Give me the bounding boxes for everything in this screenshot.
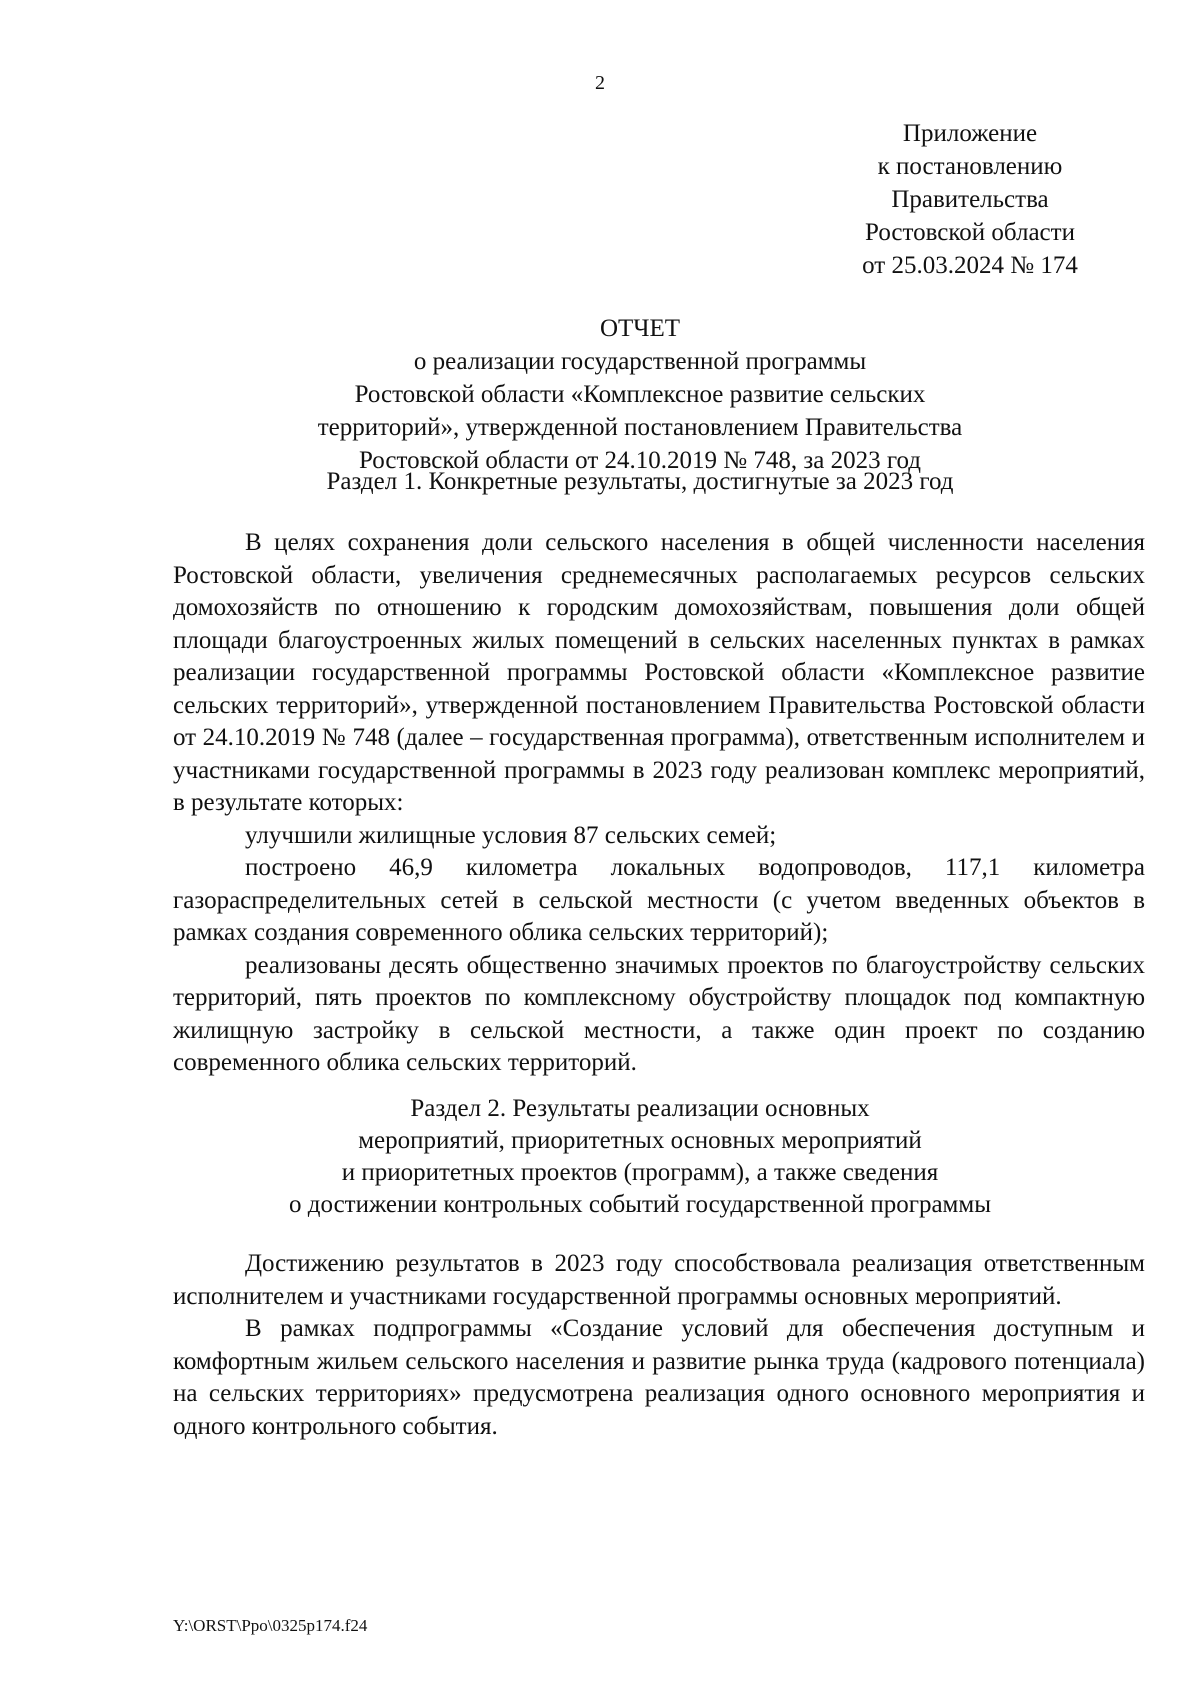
section-2-heading-line: и приоритетных проектов (программ), а также сведения <box>341 1159 939 1186</box>
report-heading: ОТЧЕТ <box>599 315 681 342</box>
annex-line: к постановлению <box>877 153 1063 180</box>
section-1-body <box>173 527 1145 1080</box>
annex-line: Ростовской области <box>865 219 1075 246</box>
paragraph: В целях сохранения доли сельского населения в общей численности населения Ростовской области, увеличения среднемесячных располагаемых ресурсов сельских домохозяйств по отношению к городским домохозяйствам, повышения доли общей площади благоустроенных жилых помещений в сельских населенных пунктах в рамках реализации государственной программы Ростовской области «Комплексное развитие сельских территорий», утвержденной постановлением Правительства Ростовской области от 24.10.2019 № 748 (далее – государственная программа), ответственным исполнителем и участниками государственной программы в 2023 году реализован комплекс мероприятий, в результате которых: <box>173 529 1145 816</box>
paragraph: В рамках подпрограммы «Создание условий для обеспечения доступным и комфортным жильем сельского населения и развитие рынка труда (кадрового потенциала) на сельских территориях» предусмотрена реализация одного основного мероприятия и одного контрольного события. <box>173 1315 1145 1440</box>
report-title-line: территорий», утвержденной постановлением Правительства <box>317 414 963 441</box>
report-title <box>240 312 1040 477</box>
report-title-line: о реализации государственной программы <box>413 348 867 375</box>
report-title-line: Ростовской области от 24.10.2019 № 748, за 2023 год <box>359 447 921 474</box>
section-2-heading-line: Раздел 2. Результаты реализации основных <box>410 1095 870 1122</box>
paragraph: реализованы десять общественно значимых проектов по благоустройству сельских территорий, пять проектов по комплексному обустройству площадок под компактную жилищную застройку в сельской местности, а также один проект по созданию современного облика сельских территорий. <box>173 951 1145 1076</box>
section-2-heading <box>170 1093 1110 1221</box>
annex-block <box>840 117 1100 282</box>
section-1-heading <box>170 466 1110 498</box>
annex-line: Приложение <box>902 120 1038 147</box>
paragraph: построено 46,9 километра локальных водопроводов, 117,1 километра газораспределительных сетей в сельской местности (с учетом введенных объектов в рамках создания современного облика сельских территорий); <box>173 854 1145 946</box>
section-2-heading-line: мероприятий, приоритетных основных мероприятий <box>358 1127 922 1154</box>
annex-line: Правительства <box>891 186 1049 213</box>
report-title-line: Ростовской области «Комплексное развитие сельских <box>354 381 926 408</box>
section-1-heading-text: Раздел 1. Конкретные результаты, достигнутые за 2023 год <box>326 468 954 495</box>
section-2-body <box>173 1248 1145 1443</box>
section-2-heading-line: о достижении контрольных событий государственной программы <box>288 1191 991 1218</box>
file-path-footer: Y:\ORST\Ppo\0325p174.f24 <box>173 1616 368 1635</box>
annex-line: от 25.03.2024 № 174 <box>862 252 1078 279</box>
page-number: 2 <box>595 72 605 94</box>
paragraph: Достижению результатов в 2023 году способствовала реализация ответственным исполнителем и участниками государственной программы основных мероприятий. <box>173 1250 1145 1310</box>
paragraph: улучшили жилищные условия 87 сельских семей; <box>245 821 777 849</box>
